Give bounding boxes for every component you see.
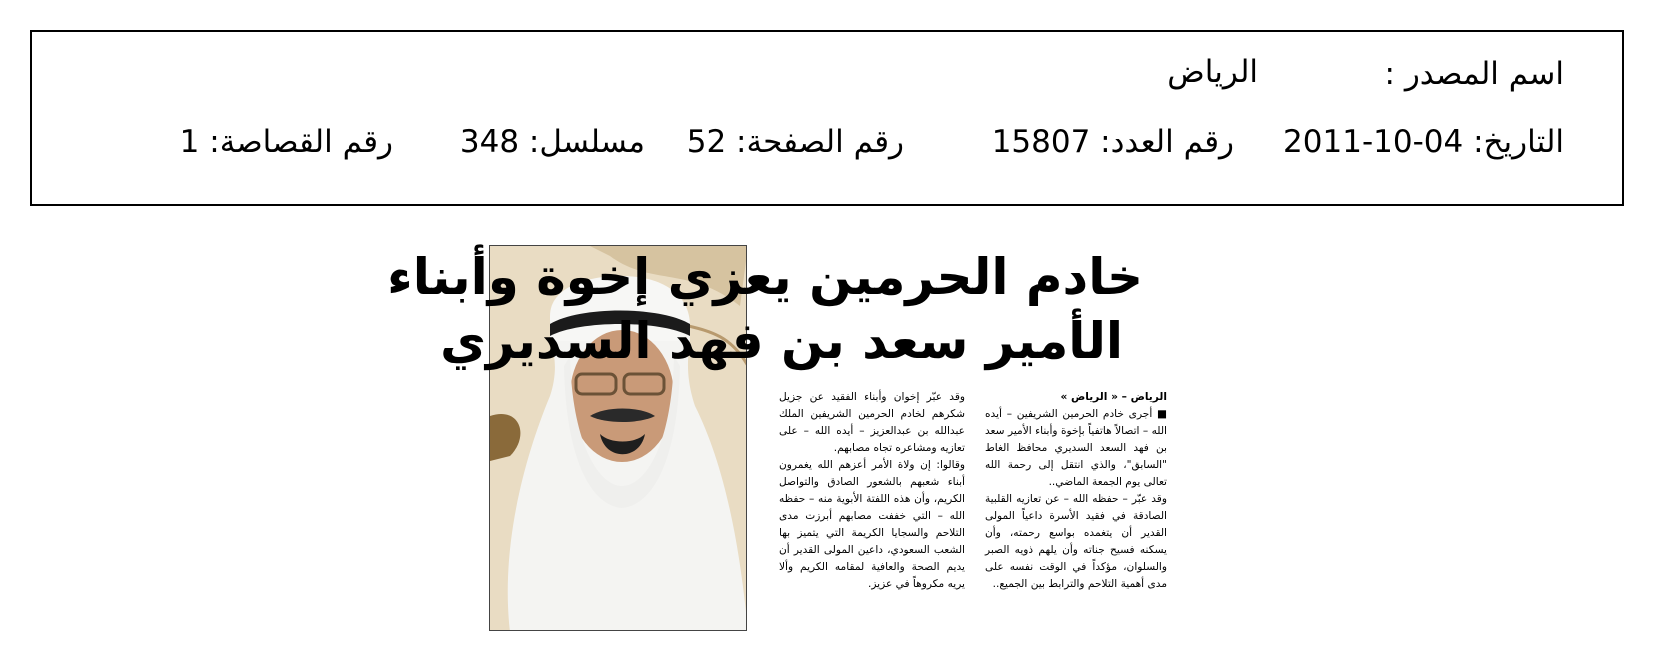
page-number-field: رقم الصفحة: 52: [686, 124, 904, 160]
source-label: اسم المصدر :: [1384, 56, 1564, 92]
article-column-right: [985, 389, 1167, 593]
source-value: الرياض: [1167, 54, 1258, 90]
article-paragraph: ■ أجرى خادم الحرمين الشريفين – أيده الله – اتصالاً هاتفياً بإخوة وأبناء الأمير سعد بن فهد السعد السديري محافظ الغاط "السابق"، والذي انتقل إلى رحمة الله تعالى يوم الجمعة الماضي..: [985, 408, 1167, 488]
article-column-left: [779, 389, 965, 593]
article-paragraph: وقالوا: إن ولاة الأمر أعزهم الله يغمرون أبناء شعبهم بالشعور الصادق والتواصل الكريم، وأن هذه اللفتة الأبوية منه – حفظه الله – التي خففت مصابهم أبرزت مدى التلاحم والسجايا الكريمة التي يتميز بها الشعب السعودي، داعين المولى القدير أن يديم الصحة والعافية لمقامه الكريم وألا يريه مكروهاً في عزيز.: [779, 459, 965, 590]
clip-number-field: رقم القصاصة: 1: [179, 124, 393, 160]
date-field: التاريخ: 04-10-2011: [1283, 124, 1564, 160]
headline-line-2: الأمير سعد بن فهد السديري: [440, 312, 1123, 370]
serial-field: مسلسل: 348: [459, 124, 645, 160]
article-paragraph: وقد عبّر إخوان وأبناء الفقيد عن جزيل شكرهم لخادم الحرمين الشريفين الملك عبدالله بن عبدالعزيز – أيده الله – على تعازيه ومشاعره تجاه مصابهم.: [779, 391, 965, 454]
source-info-box: [30, 30, 1624, 206]
article-paragraph: وقد عبّر – حفظه الله – عن تعازيه القلبية الصادقة في فقيد الأسرة داعياً المولى القدير أن يتغمده بواسع رحمته، وأن يسكنه فسيح جناته وأن يلهم ذويه الصبر والسلوان، مؤكداً في الوقت نفسه على مدى أهمية التلاحم والترابط بين الجميع..: [985, 493, 1167, 590]
headline-line-1: خادم الحرمين يعزي إخوة وأبناء: [387, 248, 1143, 306]
article-dateline: الرياض – « الرياض »: [1060, 391, 1167, 403]
issue-number-field: رقم العدد: 15807: [991, 124, 1234, 160]
newspaper-clipping: [387, 237, 1173, 633]
